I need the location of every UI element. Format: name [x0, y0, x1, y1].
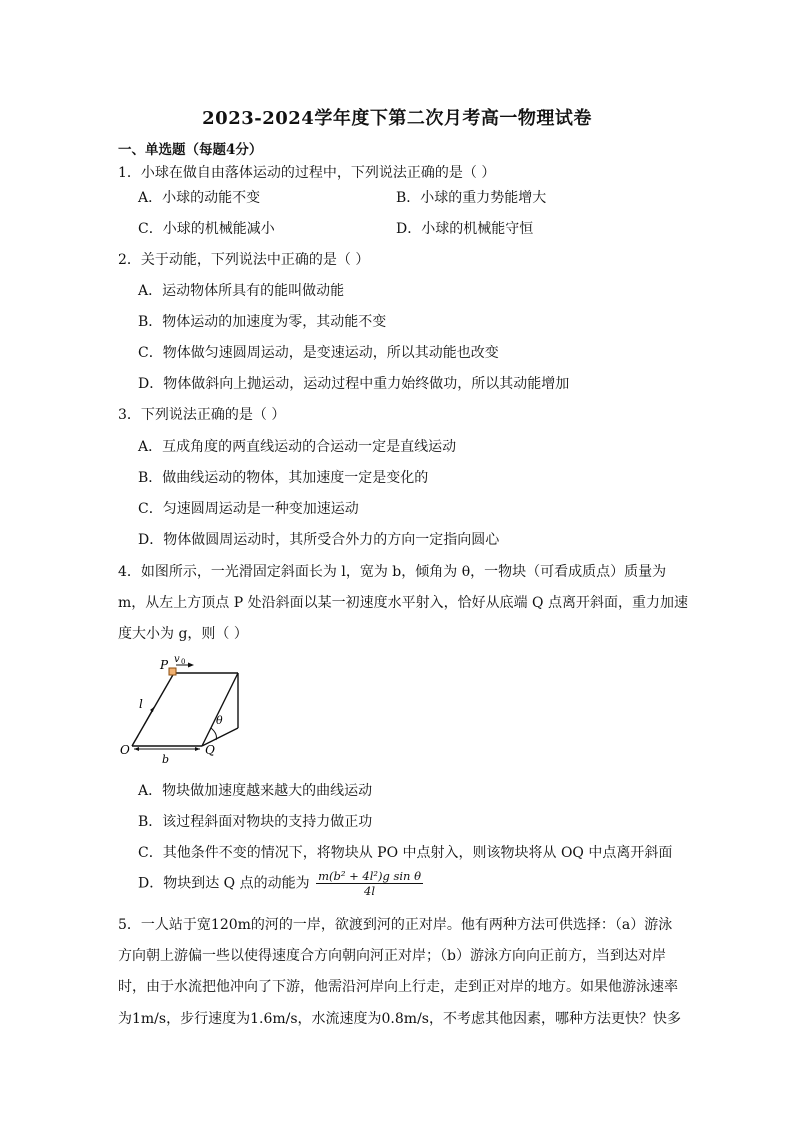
question-5-line-3: 时，由于水流把他冲向了下游，他需沿河岸向上行走，走到正对岸的地方。如果他游泳速率: [118, 979, 678, 995]
question-3-option-c[interactable]: C．匀速圆周运动是一种变加速运动: [138, 501, 359, 517]
question-4-option-d-text: D．物块到达 Q 点的动能为: [138, 875, 310, 892]
label-b: b: [162, 753, 170, 766]
question-4-option-c[interactable]: C．其他条件不变的情况下，将物块从 PO 中点射入，则该物块将从 OQ 中点离开斜面: [138, 845, 673, 861]
question-3-option-b[interactable]: B．做曲线运动的物体，其加速度一定是变化的: [138, 470, 429, 486]
incline-diagram: [110, 652, 250, 768]
question-4-stem-line-3: 度大小为 g，则（ ）: [118, 626, 248, 642]
question-4-option-a[interactable]: A．物块做加速度越来越大的曲线运动: [138, 783, 373, 799]
question-3-stem: 3．下列说法正确的是（ ）: [118, 407, 286, 423]
exam-title: 2023-2024学年度下第二次月考高一物理试卷: [202, 108, 592, 129]
question-1-option-b[interactable]: B．小球的重力势能增大: [396, 190, 547, 206]
question-3-option-a[interactable]: A．互成角度的两直线运动的合运动一定是直线运动: [138, 439, 457, 455]
label-o: O: [120, 743, 130, 757]
section-heading: 一、单选题（每题4分）: [118, 142, 263, 158]
question-4-option-d[interactable]: [138, 869, 423, 898]
question-2-stem: 2．关于动能，下列说法中正确的是（ ）: [118, 252, 370, 268]
question-1-stem: 1．小球在做自由落体运动的过程中，下列说法正确的是（ ）: [118, 165, 496, 181]
question-1-option-c[interactable]: C．小球的机械能减小: [138, 221, 275, 237]
label-theta: θ: [216, 714, 223, 727]
question-1-option-a[interactable]: A．小球的动能不变: [138, 190, 261, 206]
incline-figure: [110, 652, 250, 772]
label-q: Q: [205, 743, 215, 757]
question-5-line-4: 为1m/s，步行速度为1.6m/s，水流速度为0.8m/s，不考虑其他因素，哪种方法更快？快多: [118, 1011, 681, 1027]
question-3-option-d[interactable]: D．物体做圆周运动时，其所受合外力的方向一定指向圆心: [138, 532, 500, 548]
fraction-denominator: 4l: [364, 884, 376, 898]
label-v0: v: [174, 654, 180, 665]
question-2-option-b[interactable]: B．物体运动的加速度为零，其动能不变: [138, 314, 387, 330]
question-5-line-2: 方向朝上游偏一些以使得速度合方向朝向河正对岸；（b）游泳方向向正前方，当到达对岸: [118, 948, 666, 964]
question-2-option-c[interactable]: C．物体做匀速圆周运动，是变速运动，所以其动能也改变: [138, 345, 499, 361]
kinetic-energy-fraction: [316, 869, 423, 898]
question-2-option-a[interactable]: A．运动物体所具有的能叫做动能: [138, 283, 345, 299]
label-v0-sub: 0: [181, 658, 186, 666]
question-4-stem-line-2: m，从左上方顶点 P 处沿斜面以某一初速度水平射入，恰好从底端 Q 点离开斜面，重力加速: [118, 595, 688, 611]
fraction-numerator: m(b² + 4l²)g sin θ: [318, 869, 422, 883]
question-4-stem-line-1: 4．如图所示，一光滑固定斜面长为 l，宽为 b，倾角为 θ，一物块（可看成质点）质量为: [118, 564, 667, 580]
block-mark: [169, 668, 176, 675]
label-l: l: [139, 697, 143, 711]
question-5-line-1: 5．一人站于宽120m的河的一岸，欲渡到河的正对岸。他有两种方法可供选择：（a）游泳: [118, 917, 673, 933]
question-1-option-d[interactable]: D．小球的机械能守恒: [396, 221, 534, 237]
question-2-option-d[interactable]: D．物体做斜向上抛运动，运动过程中重力始终做功，所以其动能增加: [138, 376, 570, 392]
question-4-option-b[interactable]: B．该过程斜面对物块的支持力做正功: [138, 814, 373, 830]
label-p: P: [160, 658, 169, 672]
